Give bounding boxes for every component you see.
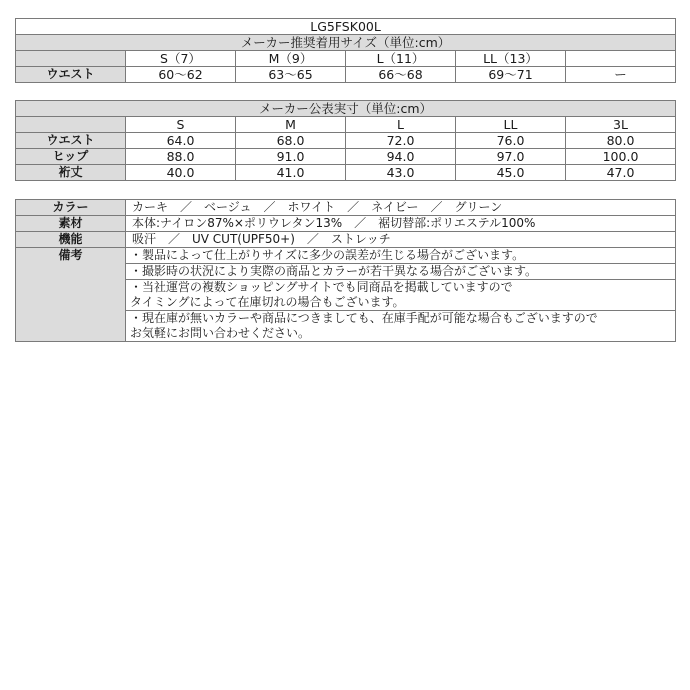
recommended-size-table [15, 18, 676, 83]
table-cell: 43.0 [346, 165, 456, 181]
product-code: LG5FSK00L [16, 19, 676, 35]
table-cell: 80.0 [566, 133, 676, 149]
recommended-size-title: メーカー推奨着用サイズ（単位:cm） [16, 35, 676, 51]
size-header: M（9） [236, 51, 346, 67]
note-item: ・撮影時の状況により実際の商品とカラーが若干異なる場合がございます。 [126, 264, 676, 280]
table-cell: 60～62 [126, 67, 236, 83]
size-header: LL [456, 117, 566, 133]
table-cell: 41.0 [236, 165, 346, 181]
material-value: 本体:ナイロン87%×ポリウレタン13% ／ 裾切替部:ポリエステル100% [126, 216, 676, 232]
color-value: カーキ ／ ベージュ ／ ホワイト ／ ネイビー ／ グリーン [126, 200, 676, 216]
material-label: 素材 [16, 216, 126, 232]
color-label: カラー [16, 200, 126, 216]
size-header: LL（13） [456, 51, 566, 67]
size-header: L（11） [346, 51, 456, 67]
table-cell: 64.0 [126, 133, 236, 149]
table-cell: 94.0 [346, 149, 456, 165]
size-header: M [236, 117, 346, 133]
table-cell: ー [566, 67, 676, 83]
corner-cell [16, 117, 126, 133]
row-label-hip: ヒップ [16, 149, 126, 165]
note-item: ・当社運営の複数ショッピングサイトでも同商品を掲載していますので タイミングによって在庫切れの場合もございます。 [126, 280, 676, 311]
size-header: S（7） [126, 51, 236, 67]
table-cell: 45.0 [456, 165, 566, 181]
table-cell: 69～71 [456, 67, 566, 83]
note-item: ・製品によって仕上がりサイズに多少の誤差が生じる場合がございます。 [126, 248, 676, 264]
table-cell: 76.0 [456, 133, 566, 149]
table-cell: 68.0 [236, 133, 346, 149]
note-item: ・現在庫が無いカラーや商品につきましても、在庫手配が可能な場合もございますので お気軽にお問い合わせください。 [126, 311, 676, 342]
table-cell: 63～65 [236, 67, 346, 83]
product-info-table [15, 199, 676, 342]
size-header [566, 51, 676, 67]
size-header: L [346, 117, 456, 133]
measurements-title: メーカー公表実寸（単位:cm） [16, 101, 676, 117]
notes-label: 備考 [16, 248, 126, 342]
table-cell: 97.0 [456, 149, 566, 165]
table-cell: 66～68 [346, 67, 456, 83]
function-value: 吸汗 ／ UV CUT(UPF50+) ／ ストレッチ [126, 232, 676, 248]
corner-cell [16, 51, 126, 67]
measurements-table [15, 100, 676, 181]
table-cell: 100.0 [566, 149, 676, 165]
size-header: 3L [566, 117, 676, 133]
table-cell: 88.0 [126, 149, 236, 165]
table-cell: 47.0 [566, 165, 676, 181]
size-header: S [126, 117, 236, 133]
row-label-waist: ウエスト [16, 67, 126, 83]
table-cell: 72.0 [346, 133, 456, 149]
table-cell: 40.0 [126, 165, 236, 181]
row-label-length: 裄丈 [16, 165, 126, 181]
table-cell: 91.0 [236, 149, 346, 165]
function-label: 機能 [16, 232, 126, 248]
row-label-waist: ウエスト [16, 133, 126, 149]
